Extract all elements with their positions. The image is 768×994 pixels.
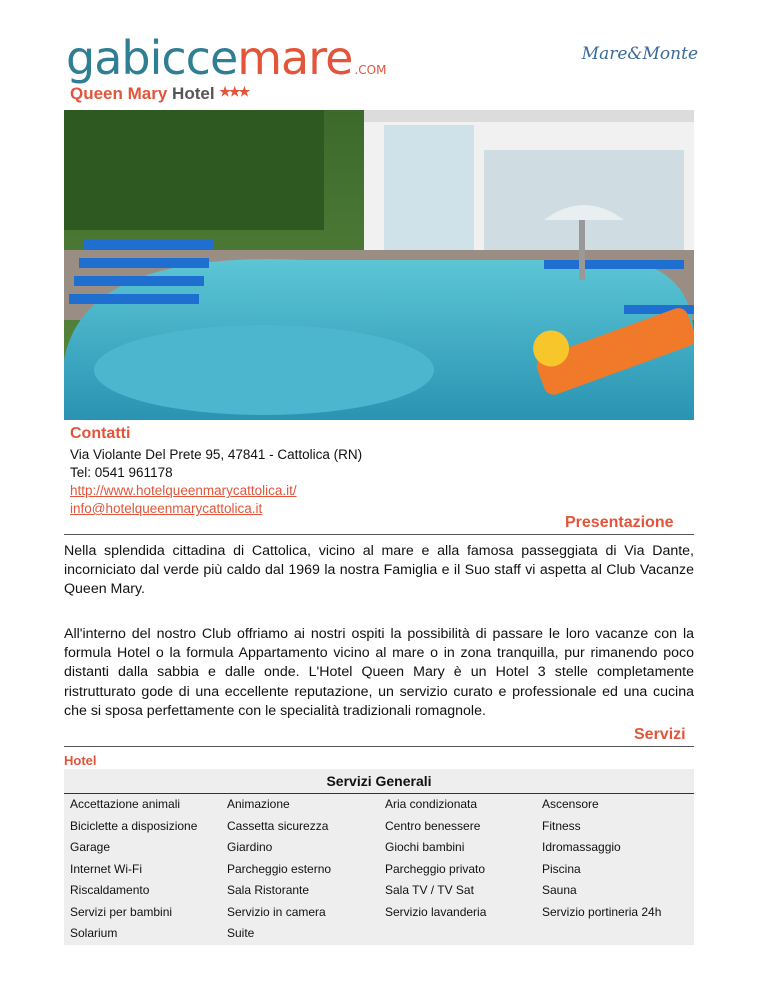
service-item: Idromassaggio bbox=[542, 840, 621, 854]
service-item: Accettazione animali bbox=[70, 797, 181, 811]
service-item: Servizio in camera bbox=[227, 904, 326, 919]
service-item: Servizio portineria 24h bbox=[542, 904, 662, 919]
service-item: Centro benessere bbox=[385, 818, 481, 833]
servizi-subheading: Hotel bbox=[64, 753, 97, 768]
service-item: Animazione bbox=[227, 797, 290, 811]
service-item: Cassetta sicurezza bbox=[227, 818, 329, 833]
hotel-name: Queen Mary bbox=[70, 84, 168, 103]
service-item: Piscina bbox=[542, 861, 581, 876]
servizi-heading: Servizi bbox=[634, 726, 686, 743]
hotel-type: Hotel bbox=[172, 84, 215, 103]
contacts-block bbox=[70, 446, 362, 518]
presentazione-heading: Presentazione bbox=[565, 514, 674, 531]
services-table bbox=[64, 769, 694, 945]
hotel-title bbox=[70, 84, 248, 104]
service-item: Giardino bbox=[227, 840, 273, 854]
service-item: Biciclette a disposizione bbox=[70, 818, 198, 833]
presentazione-paragraph-2: All'interno del nostro Club offriamo ai nostri ospiti la possibilità di passare le loro vacanze con la formula Hotel o la formula Appartamento vicino al mare o in zona tranquilla, pur rimanendo poco distanti dalla sabbia e dalle onde. L'Hotel Queen Mary è un Hotel 3 stelle completamente ristrutturato gode di una eccellente reputazione, un servizio curato e professionale ed una cucina che si sposa perfettamente con le specialità tradizionali romagnole. bbox=[64, 626, 694, 719]
phone: Tel: 0541 961178 bbox=[70, 465, 173, 480]
website-link[interactable]: http://www.hotelqueenmarycattolica.it/ bbox=[70, 483, 297, 498]
service-item: Internet Wi-Fi bbox=[70, 861, 143, 876]
divider bbox=[64, 534, 694, 535]
service-item: Sauna bbox=[542, 883, 577, 897]
divider bbox=[64, 746, 694, 747]
service-item: Suite bbox=[227, 926, 255, 940]
header-logos bbox=[64, 30, 704, 86]
service-item: Parcheggio esterno bbox=[227, 861, 332, 876]
address: Via Violante Del Prete 95, 47841 - Cattolica (RN) bbox=[70, 447, 363, 462]
service-item: Garage bbox=[70, 840, 111, 854]
service-item: Fitness bbox=[542, 818, 581, 833]
service-item: Giochi bambini bbox=[385, 840, 465, 854]
service-item: Aria condizionata bbox=[385, 797, 478, 811]
service-item: Sala TV / TV Sat bbox=[385, 883, 474, 897]
service-item: Servizio lavanderia bbox=[385, 904, 487, 919]
service-item: Servizi per bambini bbox=[70, 904, 173, 919]
services-table-title: Servizi Generali bbox=[64, 769, 694, 794]
service-item: Sala Ristorante bbox=[227, 883, 310, 897]
service-item: Riscaldamento bbox=[70, 883, 150, 897]
presentazione-paragraph-1: Nella splendida cittadina di Cattolica, vicino al mare e alla famosa passeggiata di Via Dante, incorniciato dal verde più caldo dal 1969 la nostra Famiglia e il Suo staff vi aspetta al Club Vacanze Queen Mary. bbox=[64, 543, 694, 598]
gabiccemare-logo: gabiccemare .COM bbox=[66, 31, 387, 85]
services-grid bbox=[64, 794, 694, 945]
mare-monte-logo: Mare&Monte bbox=[581, 44, 698, 64]
service-item: Solarium bbox=[70, 926, 118, 940]
service-item: Ascensore bbox=[542, 797, 599, 811]
email-link[interactable]: info@hotelqueenmarycattolica.it bbox=[70, 501, 263, 516]
hotel-pool-photo bbox=[64, 110, 694, 420]
hotel-stars: ★★★ bbox=[219, 84, 249, 99]
contacts-heading: Contatti bbox=[70, 425, 131, 442]
service-item: Parcheggio privato bbox=[385, 861, 486, 876]
